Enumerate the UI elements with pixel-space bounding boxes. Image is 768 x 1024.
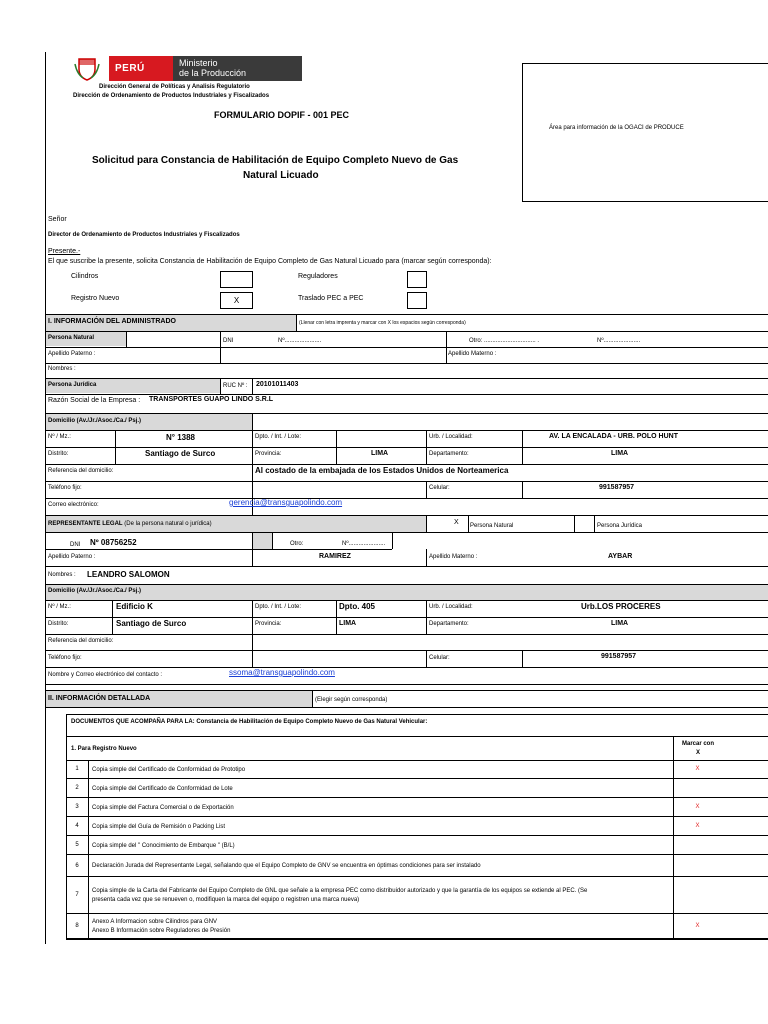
form-page: PERÚ Ministerio de la Producción Dirección General de Políticas y Analisis Regulatorio Dirección de Ordenamiento de Productos Industriales y Fiscalizados FORMULARIO DOPIF - 001 PEC Solicitud para Constancia de Habilitación de Equipo Completo Nuevo de Gas Natural Licuado Área para información de la OGACI de PRODUCE Señor Director de Ordenamiento de Productos Industriales y Fiscalizados Presente.- El que suscribe la presente, solicita Constancia de Habilitación de Equipo Completo de Gas Natural Licuado para (marcar según corresponda): Cilindros Reguladores Registro Nuevo X Traslado PEC a PEC I. INFORMACIÓN DEL ADMINISTRADO (Llenar con letra imprenta y marcar con X los espacios según corresponda) Persona Natural DNI Nº...................... Otro: ............................... . Nº...................... Apellido Paterno : Apellido Materno : Nombres : Persona Jurídica RUC Nº : 20101011403 Razón Social de la Empresa : TRANSPORTES GUAPO LINDO S.R.L Domicilio (Av./Jr./Asoc./Ca./ Psj.) Nº / Mz.: N° 1388 Dpto. / Int. / Lote: Urb. / Localidad: AV. LA ENCALADA - URB. POLO HUNT Distrito: Santiago de Surco Provincia: LIMA Departamento: LIMA Referencia del domicilio: Al costado de la embajada de los Estados Unidos de Norteamerica Teléfono fijo: Celular: 991587957 Correo electrónico: gerencia@transguapolindo.com REPRESENTANTE LEGAL (De la persona natural o jurídica) X Persona Natural Persona Jurídica DNI Nº 08756252 Otro: Nº...................... Apellido Paterno : RAMIREZ Apellido Materno : AYBAR Nombres : LEANDRO SALOMON Domicilio (Av./Jr./Asoc./Ca./ Psj.) Nº / Mz.: Edificio K Dpto. / Int. / Lote: Dpto. 405 Urb. / Localidad: Urb.LOS PROCERES Distrito: Santiago de Surco Provincia: LIMA Departamento: LIMA Referencia del domicilio: Teléfono fijo: Celular: 991587957 Nombre y Correo electrónico del contacto : ssoma@transguapolindo.com II. INFORMACIÓN DETALLADA (Elegir según corresponda) DOCUMENTOS QUE ACOMPAÑA PARA LA: Constancia de Habilitación de Equipo Completo Nuevo de Gas Natural Vehicular: 1. Para Registro Nuevo Marcar con X 1 Copia simple del Certificado de Conformidad de Prototipo X 2 Copia simple del Certificado de Conformidad de Lote 3 Copia simple del Factura Comercial o de Exportación X 4 Copia simple del Guía de Remisión o Packing List X 5 Copia simple del " Conocimiento de Embarque " (B/L) 6 Declaración Jurada del Representante Legal, señalando que el Equipo Completo de GNV se encuentra en óptimas condiciones para ser instalado 7 Copia simple de la Carta del Fabricante del Equipo Completo de GNL que señale a la empresa PEC como distribuidor autorizado y que la garantía de los equipos se extiende al PEC. (Se presenta cada vez que se renueven o, modifiquen la marca del equipo o registren una marca nueva) 8 Anexo A Informacion sobre Cilindros para GNV Anexo B Información sobre Reguladores de Presión X (45, 52, 768, 944)
requirement-text (92, 918, 672, 936)
requirement-number: 8 (66, 914, 89, 939)
contacto-correo-link[interactable]: ssoma@transguapolindo.com (229, 668, 335, 677)
correo-link[interactable]: gerencia@transguapolindo.com (229, 498, 343, 507)
coat-of-arms-icon (73, 56, 101, 81)
requirement-mark-cell[interactable] (673, 779, 722, 798)
requirement-text-line: Declaración Jurada del Representante Legal, señalando que el Equipo Completo de GNV se encuentra en óptimas condiciones para ser instalado (92, 863, 481, 869)
requirement-mark-cell[interactable] (673, 877, 722, 914)
requirement-text (92, 862, 672, 871)
requirement-text (92, 823, 672, 832)
requirement-text-line: Anexo B Información sobre Reguladores de Presión (92, 927, 231, 934)
requirement-text (92, 766, 672, 775)
requirement-row (66, 877, 768, 914)
senor: Señor (48, 216, 67, 223)
requirement-text-line: Copia simple del Certificado de Conformidad de Lote (92, 785, 233, 792)
requirement-text (92, 842, 672, 851)
reguladores-checkbox[interactable] (407, 271, 427, 288)
requirement-number: 7 (66, 877, 89, 914)
requirement-text (92, 785, 672, 794)
requirement-mark-cell[interactable]: X (695, 923, 700, 929)
requirement-number: 5 (66, 836, 89, 855)
dir-line1: Dirección General de Políticas y Analisis Regulatorio (99, 84, 250, 90)
ministry-line1: Ministerio (179, 58, 218, 68)
requirement-text-line: Copia simple del Certificado de Conformidad de Prototipo (92, 766, 246, 773)
title-line2: Natural Licuado (243, 170, 319, 181)
requirement-number: 4 (66, 817, 89, 836)
registro-nuevo-checkbox[interactable]: X (220, 292, 253, 309)
requirement-text-line: presenta cada vez que se renueven o, modifiquen la marca del equipo o registren una marca nueva) (92, 896, 360, 903)
title-line1: Solicitud para Constancia de Habilitación de Equipo Completo Nuevo de Gas (92, 155, 459, 166)
requirement-text-line: Anexo A Informacion sobre Cilindros para GNV (92, 918, 218, 925)
requirement-row (66, 836, 768, 855)
requirement-text-line: Copia simple de la Carta del Fabricante del Equipo Completo de GNL que señale a la empresa PEC como distribuidor autorizado y que la garantía de los equipos se extiende al PEC. (Se (92, 887, 588, 894)
peru-label: PERÚ (115, 63, 145, 74)
requirement-row (66, 798, 768, 817)
requirement-text (92, 887, 672, 905)
requirement-row (66, 760, 768, 779)
requirement-number: 6 (66, 855, 89, 877)
requirement-row (66, 779, 768, 798)
requirement-text-line: Copia simple del Factura Comercial o de Exportación (92, 804, 234, 811)
presente: Presente.- (48, 248, 81, 255)
requirement-mark-cell[interactable]: X (695, 766, 700, 772)
requirement-text-line: Copia simple del " Conocimiento de Embarque " (B/L) (92, 842, 235, 849)
requirement-text-line: Copia simple del Guía de Remisión o Packing List (92, 823, 226, 830)
peru-logo (73, 56, 275, 81)
requirement-mark-cell[interactable] (673, 836, 722, 855)
requirement-mark-cell[interactable] (673, 855, 722, 877)
intro-body: El que suscribe la presente, solicita Constancia de Habilitación de Equipo Completo de Gas Natural Licuado para (marcar según corresponda): (48, 258, 492, 265)
cilindros-checkbox[interactable] (220, 271, 253, 288)
form-code: FORMULARIO DOPIF - 001 PEC (214, 110, 350, 120)
director: Director de Ordenamiento de Productos Industriales y Fiscalizados (48, 232, 240, 238)
requirement-number: 3 (66, 798, 89, 817)
ministry-line2: de la Producción (179, 68, 247, 78)
ogaci-box: Área para información de la OGACI de PRODUCE (522, 63, 768, 202)
requirement-row (66, 855, 768, 877)
requirement-text (92, 804, 672, 813)
requirement-mark-cell[interactable]: X (695, 804, 700, 810)
requirement-number: 2 (66, 779, 89, 798)
requirement-number: 1 (66, 760, 89, 779)
traslado-checkbox[interactable] (407, 292, 427, 309)
requirement-row (66, 817, 768, 836)
dir-line2: Dirección de Ordenamiento de Productos Industriales y Fiscalizados (73, 93, 270, 99)
requirement-mark-cell[interactable]: X (695, 823, 700, 829)
requirement-row (66, 914, 768, 939)
